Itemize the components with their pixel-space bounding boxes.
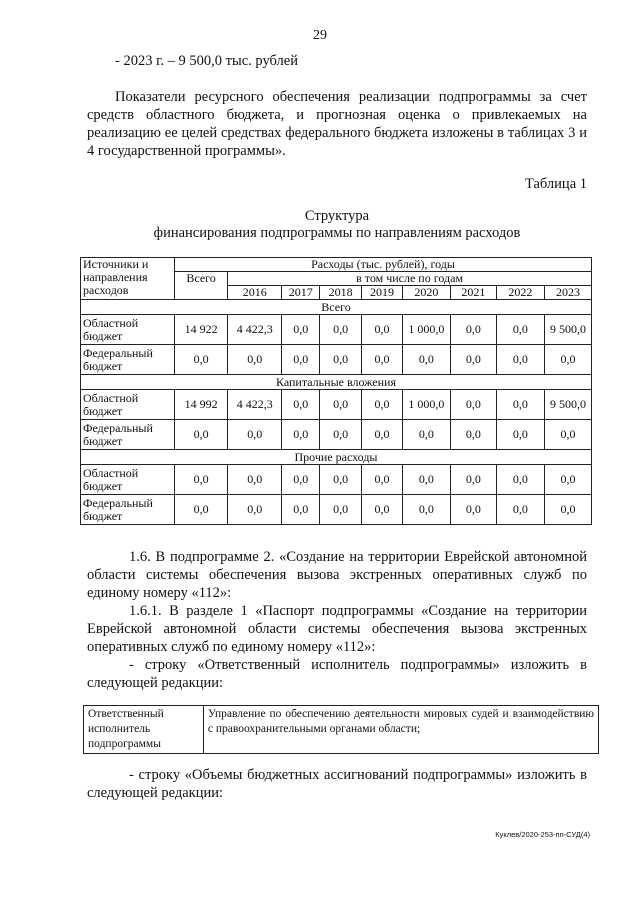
row-value-cell: 0,0 <box>320 420 362 450</box>
paragraph-budget-line: - строку «Объемы бюджетных ассигнований подпрограммы» изложить в следующей редакции: <box>87 767 587 801</box>
responsible-right-cell: Управление по обеспечению деятельности мировых судей и взаимодействию с правоохранительными органами области; <box>203 706 598 754</box>
header-year: 2023 <box>544 286 591 300</box>
row-value-cell: 0,0 <box>320 345 362 375</box>
row-value-cell: 0,0 <box>362 495 403 525</box>
row-value-cell: 0,0 <box>320 315 362 345</box>
row-value-cell: 0,0 <box>544 420 591 450</box>
row-value-cell: 1 000,0 <box>402 315 450 345</box>
table-title-1: Структура <box>304 208 370 224</box>
fin-data-row <box>81 315 592 345</box>
header-year: 2021 <box>450 286 496 300</box>
row-value-cell: 0,0 <box>175 495 228 525</box>
row-source-name: Федеральный бюджет <box>81 420 175 450</box>
row-value-cell: 0,0 <box>175 345 228 375</box>
row-value-cell: 0,0 <box>496 345 544 375</box>
row-value-cell: 14 922 <box>175 315 228 345</box>
row-value-cell: 0,0 <box>496 465 544 495</box>
row-source-name: Областной бюджет <box>81 390 175 420</box>
responsible-left-cell: Ответственный исполнитель подпрограммы <box>84 706 204 754</box>
section-title: Всего <box>81 300 592 315</box>
row-value-cell: 0,0 <box>282 495 320 525</box>
fin-section-row <box>81 375 592 390</box>
row-value-cell: 4 422,3 <box>228 315 282 345</box>
header-total: Всего <box>175 272 228 300</box>
fin-data-row <box>81 390 592 420</box>
page-number: 29 <box>313 28 327 43</box>
row-value-cell: 0,0 <box>402 495 450 525</box>
row-value-cell: 0,0 <box>450 315 496 345</box>
fin-data-row <box>81 465 592 495</box>
fin-section-row <box>81 300 592 315</box>
row-value-cell: 0,0 <box>175 465 228 495</box>
row-value-cell: 0,0 <box>450 390 496 420</box>
row-value-cell: 0,0 <box>320 390 362 420</box>
row-value-cell: 14 992 <box>175 390 228 420</box>
header-sources: Источники и направления расходов <box>81 258 175 300</box>
row-value-cell: 0,0 <box>450 420 496 450</box>
row-value-cell: 0,0 <box>544 345 591 375</box>
row-value-cell: 0,0 <box>362 315 403 345</box>
header-year: 2018 <box>320 286 362 300</box>
header-expenses: Расходы (тыс. рублей), годы <box>175 258 592 272</box>
responsible-table <box>83 705 599 754</box>
row-value-cell: 0,0 <box>402 345 450 375</box>
table-label: Таблица 1 <box>524 176 587 192</box>
paragraph-resources: Показатели ресурсного обеспечения реализации подпрограммы за счет средств областного бюджета, и прогнозная оценка о привлекаемых на реализацию ее целей средствах федерального бюджета изложены в таблицах 3 и 4 государственной программы». <box>87 89 587 159</box>
header-year: 2020 <box>402 286 450 300</box>
paragraph-1-6: 1.6. В подпрограмме 2. «Создание на территории Еврейской автономной области системы обеспечения вызова экстренных оперативных служб по единому номеру «112»: <box>87 549 587 601</box>
fin-section-row <box>81 450 592 465</box>
fin-data-row <box>81 420 592 450</box>
section-title: Прочие расходы <box>81 450 592 465</box>
row-value-cell: 0,0 <box>402 420 450 450</box>
footer-code: Куклев/2020-253-пп-СУД(4) <box>495 830 590 839</box>
financing-table <box>80 257 592 525</box>
paragraph-1-6-1: 1.6.1. В разделе 1 «Паспорт подпрограммы «Создание на территории Еврейской автономной области системы обеспечения вызова экстренных оперативных служб по единому номеру «112»: <box>87 603 587 655</box>
responsible-row <box>84 706 599 754</box>
fin-data-row <box>81 345 592 375</box>
header-by-years: в том числе по годам <box>228 272 592 286</box>
row-value-cell: 0,0 <box>402 465 450 495</box>
row-value-cell: 1 000,0 <box>402 390 450 420</box>
row-value-cell: 0,0 <box>282 420 320 450</box>
row-value-cell: 0,0 <box>282 315 320 345</box>
row-value-cell: 0,0 <box>450 345 496 375</box>
row-value-cell: 0,0 <box>450 495 496 525</box>
row-value-cell: 0,0 <box>320 495 362 525</box>
row-source-name: Областной бюджет <box>81 465 175 495</box>
header-year: 2022 <box>496 286 544 300</box>
table-title-2: финансирования подпрограммы по направлениям расходов <box>153 225 521 241</box>
row-value-cell: 0,0 <box>320 465 362 495</box>
row-value-cell: 0,0 <box>282 465 320 495</box>
row-value-cell: 0,0 <box>450 465 496 495</box>
row-value-cell: 0,0 <box>282 390 320 420</box>
row-value-cell: 0,0 <box>175 420 228 450</box>
row-value-cell: 0,0 <box>496 420 544 450</box>
fin-header-row <box>81 258 592 272</box>
row-source-name: Областной бюджет <box>81 315 175 345</box>
row-value-cell: 0,0 <box>544 495 591 525</box>
row-value-cell: 9 500,0 <box>544 315 591 345</box>
row-value-cell: 0,0 <box>362 465 403 495</box>
header-year: 2016 <box>228 286 282 300</box>
row-value-cell: 0,0 <box>544 465 591 495</box>
row-value-cell: 0,0 <box>228 465 282 495</box>
row-value-cell: 0,0 <box>228 495 282 525</box>
row-value-cell: 0,0 <box>282 345 320 375</box>
header-year: 2019 <box>362 286 403 300</box>
row-source-name: Федеральный бюджет <box>81 345 175 375</box>
row-value-cell: 0,0 <box>228 420 282 450</box>
paragraph-responsible-line: - строку «Ответственный исполнитель подпрограммы» изложить в следующей редакции: <box>87 657 587 691</box>
row-value-cell: 0,0 <box>496 495 544 525</box>
row-value-cell: 4 422,3 <box>228 390 282 420</box>
header-year: 2017 <box>282 286 320 300</box>
row-value-cell: 0,0 <box>362 420 403 450</box>
row-value-cell: 0,0 <box>496 315 544 345</box>
fin-data-row <box>81 495 592 525</box>
section-title: Капитальные вложения <box>81 375 592 390</box>
row-value-cell: 0,0 <box>496 390 544 420</box>
row-value-cell: 0,0 <box>362 345 403 375</box>
row-value-cell: 9 500,0 <box>544 390 591 420</box>
row-source-name: Федеральный бюджет <box>81 495 175 525</box>
row-value-cell: 0,0 <box>228 345 282 375</box>
row-value-cell: 0,0 <box>362 390 403 420</box>
line-2023: - 2023 г. – 9 500,0 тыс. рублей <box>115 53 298 69</box>
